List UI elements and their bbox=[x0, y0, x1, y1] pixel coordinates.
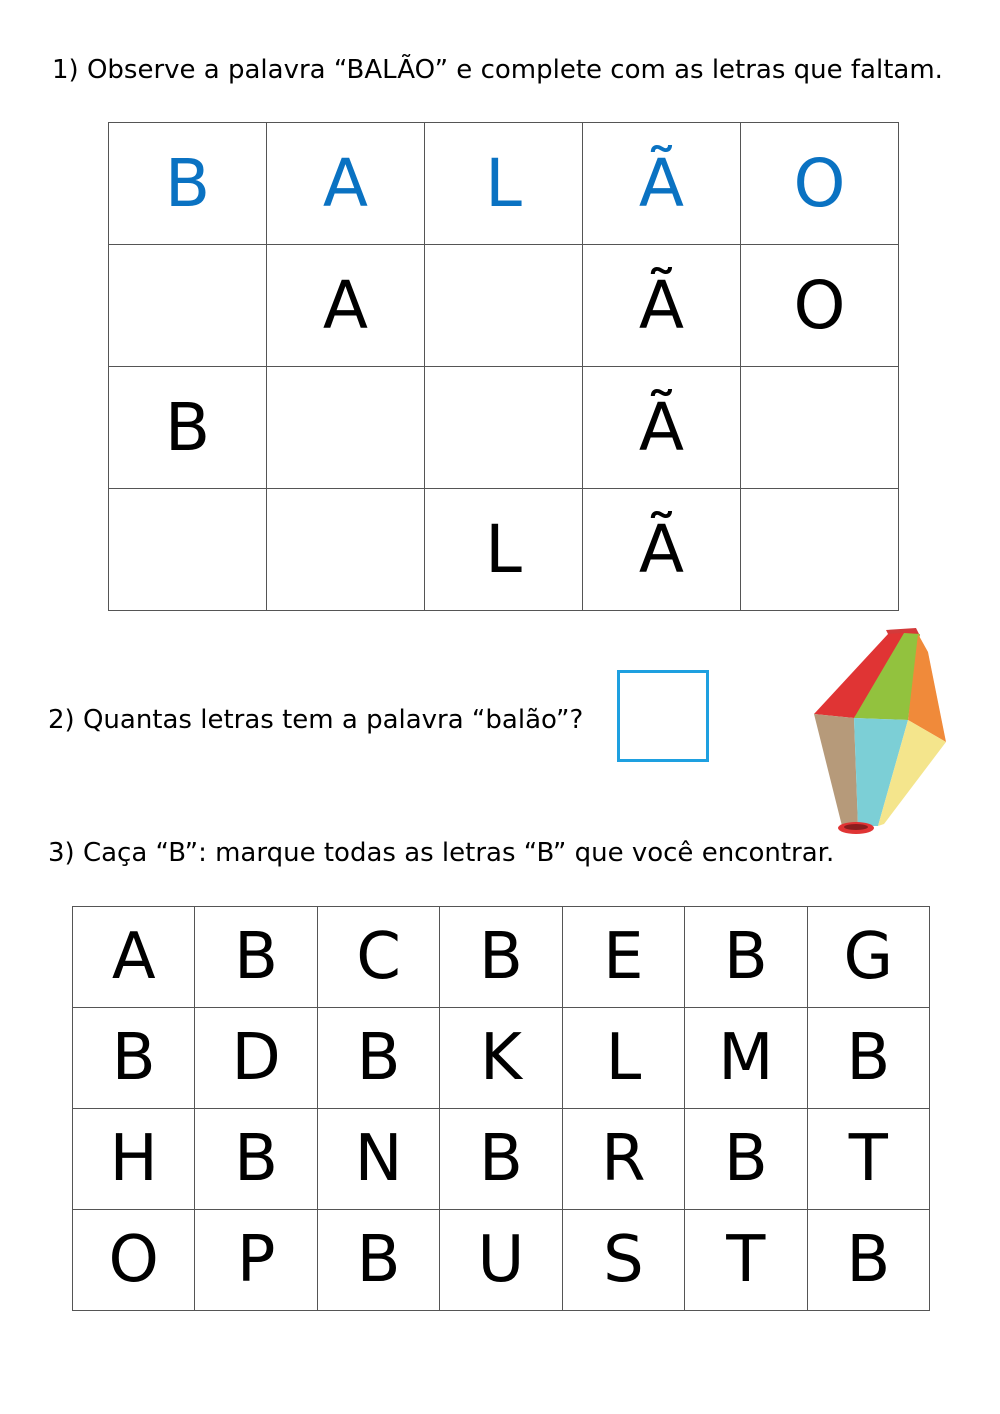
hunt-letter-cell[interactable]: B bbox=[807, 1210, 929, 1311]
hunt-letter-cell[interactable]: B bbox=[807, 1008, 929, 1109]
hunt-letter-cell[interactable]: P bbox=[195, 1210, 317, 1311]
word-cell: Ã bbox=[583, 123, 741, 245]
hunt-letter-cell[interactable]: H bbox=[73, 1109, 195, 1210]
hunt-letter-cell[interactable]: C bbox=[317, 907, 439, 1008]
hunt-letter-cell[interactable]: B bbox=[440, 907, 562, 1008]
blank-letter-cell[interactable] bbox=[741, 489, 899, 611]
hunt-letter-cell[interactable]: O bbox=[73, 1210, 195, 1311]
question-2-text: 2) Quantas letras tem a palavra “balão”? bbox=[48, 705, 584, 735]
hunt-letter-cell[interactable]: B bbox=[685, 907, 807, 1008]
hunt-letter-cell[interactable]: B bbox=[195, 907, 317, 1008]
blank-letter-cell[interactable] bbox=[741, 367, 899, 489]
hunt-letter-cell[interactable]: B bbox=[317, 1008, 439, 1109]
hunt-letter-cell[interactable]: U bbox=[440, 1210, 562, 1311]
hunt-letter-cell[interactable]: A bbox=[73, 907, 195, 1008]
hunt-letter-cell[interactable]: B bbox=[317, 1210, 439, 1311]
letter-hunt-grid bbox=[72, 906, 930, 1311]
word-cell: O bbox=[741, 123, 899, 245]
hunt-letter-cell[interactable]: B bbox=[73, 1008, 195, 1109]
hunt-letter-cell[interactable]: E bbox=[562, 907, 684, 1008]
hunt-letter-cell[interactable]: D bbox=[195, 1008, 317, 1109]
given-letter-cell: Ã bbox=[583, 245, 741, 367]
hunt-letter-cell[interactable]: T bbox=[685, 1210, 807, 1311]
given-letter-cell: Ã bbox=[583, 489, 741, 611]
completion-row bbox=[109, 489, 899, 611]
blank-letter-cell[interactable] bbox=[109, 245, 267, 367]
word-completion-grid bbox=[108, 122, 899, 611]
question-3-text: 3) Caça “B”: marque todas as letras “B” que você encontrar. bbox=[48, 838, 835, 868]
completion-row bbox=[109, 245, 899, 367]
hunt-row bbox=[73, 907, 930, 1008]
hunt-letter-cell[interactable]: M bbox=[685, 1008, 807, 1109]
hunt-letter-cell[interactable]: R bbox=[562, 1109, 684, 1210]
model-word-row bbox=[109, 123, 899, 245]
given-letter-cell: Ã bbox=[583, 367, 741, 489]
hunt-row bbox=[73, 1210, 930, 1311]
given-letter-cell: B bbox=[109, 367, 267, 489]
word-cell: B bbox=[109, 123, 267, 245]
hunt-letter-cell[interactable]: G bbox=[807, 907, 929, 1008]
hunt-letter-cell[interactable]: L bbox=[562, 1008, 684, 1109]
hunt-row bbox=[73, 1008, 930, 1109]
word-cell: A bbox=[267, 123, 425, 245]
hunt-letter-cell[interactable]: S bbox=[562, 1210, 684, 1311]
given-letter-cell: L bbox=[425, 489, 583, 611]
blank-letter-cell[interactable] bbox=[267, 367, 425, 489]
completion-row bbox=[109, 367, 899, 489]
given-letter-cell: O bbox=[741, 245, 899, 367]
question-1-text: 1) Observe a palavra “BALÃO” e complete com as letras que faltam. bbox=[52, 55, 943, 85]
blank-letter-cell[interactable] bbox=[425, 245, 583, 367]
hunt-letter-cell[interactable]: B bbox=[685, 1109, 807, 1210]
festa-junina-balloon-icon bbox=[808, 622, 954, 840]
hunt-letter-cell[interactable]: B bbox=[195, 1109, 317, 1210]
hunt-letter-cell[interactable]: N bbox=[317, 1109, 439, 1210]
hunt-letter-cell[interactable]: B bbox=[440, 1109, 562, 1210]
given-letter-cell: A bbox=[267, 245, 425, 367]
hunt-letter-cell[interactable]: K bbox=[440, 1008, 562, 1109]
letter-count-answer-box[interactable] bbox=[617, 670, 709, 762]
hunt-letter-cell[interactable]: T bbox=[807, 1109, 929, 1210]
word-cell: L bbox=[425, 123, 583, 245]
blank-letter-cell[interactable] bbox=[109, 489, 267, 611]
blank-letter-cell[interactable] bbox=[267, 489, 425, 611]
hunt-row bbox=[73, 1109, 930, 1210]
blank-letter-cell[interactable] bbox=[425, 367, 583, 489]
